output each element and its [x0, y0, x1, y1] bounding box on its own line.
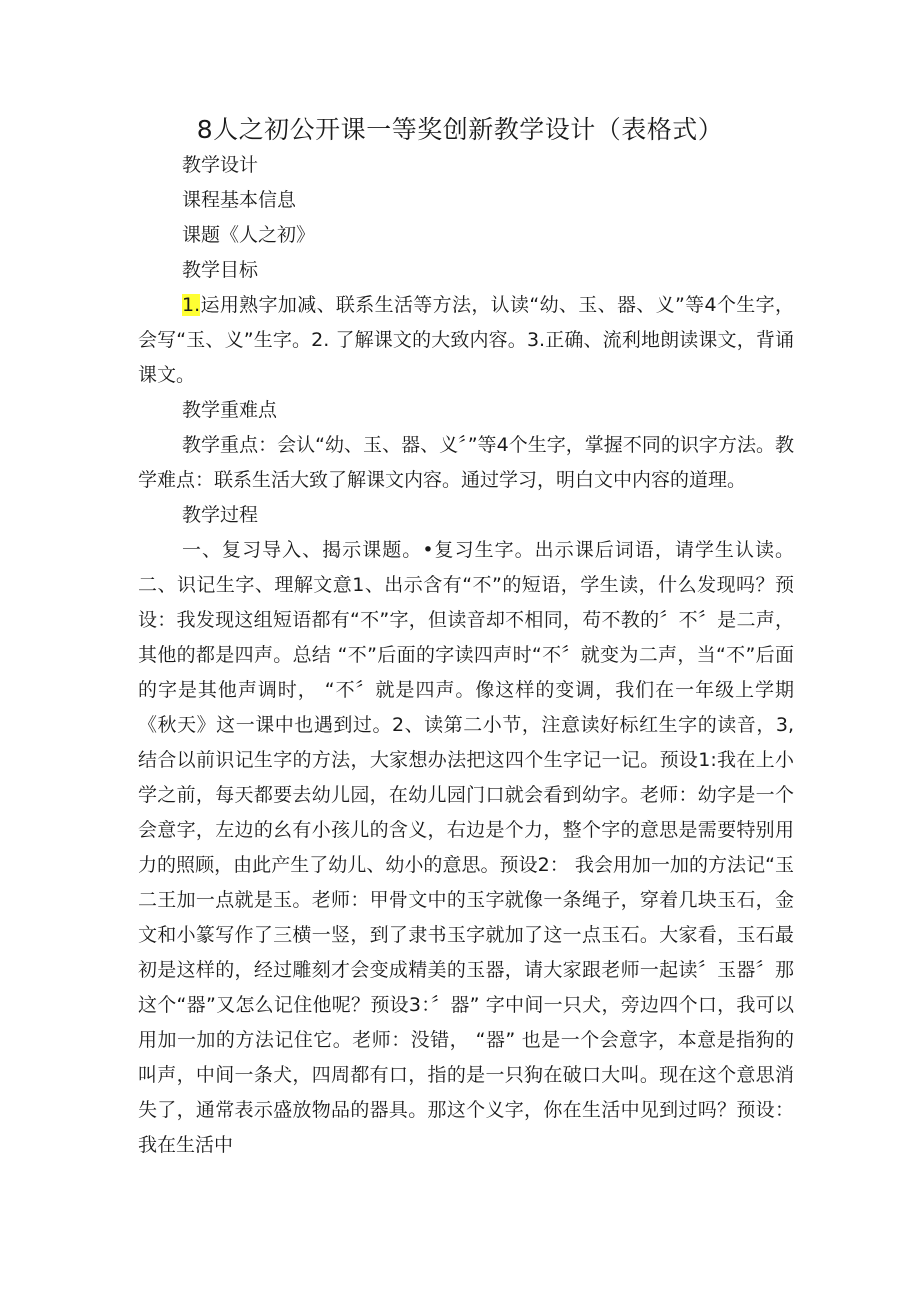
process-paragraph: 一、复习导入、揭示课题。•复习生字。出示课后词语，请学生认读。二、识记生字、理解文意1、出示含有“不”的短语，学生读，什么发现吗？预设：我发现这组短语都有“不”字，但读音却不相同，苟不教的〞不〞是二声，其他的都是四声。总结 “不”后面的字读四声时“不〞就变为二声，当“不”后面的字是其他声调时， “不〞就是四声。像这样的变调，我们在一年级上学期《秋天》这一课中也遇到过。2、读第二小节，注意读好标红生字的读音，3,结合以前识记生字的方法，大家想办法把这四个生字记一记。预设1:我在上小学之前，每天都要去幼儿园，在幼儿园门口就会看到幼字。老师：幼字是一个会意字，左边的幺有小孩儿的含义，右边是个力，整个字的意思是需要特别用力的照顾，由此产生了幼儿、幼小的意思。预设2： 我会用加一加的方法记“玉二王加一点就是玉。老师：甲骨文中的玉字就像一条绳子，穿着几块玉石，金文和小篆写作了三横一竖，到了隶书玉字就加了这一点玉石。大家看，玉石最初是这样的，经过雕刻才会变成精美的玉器，请大家跟老师一起读〞玉器〞那这个“器”又怎么记住他呢？预设3：〞器” 字中间一只犬，旁边四个口，我可以用加一加的方法记住它。老师：没错， “器” 也是一个会意字，本意是指狗的叫声，中间一条犬，四周都有口，指的是一只狗在破口大叫。现在这个意思消失了，通常表示盛放物品的器具。那这个义字，你在生活中见到过吗？预设：我在生活中 — [138, 539, 794, 1156]
key-points-paragraph: 教学重点：会认“幼、玉、器、义〞”等4个生字，掌握不同的识字方法。教学难点：联系生活大致了解课文内容。通过学习，明白文中内容的道理。 — [138, 434, 794, 491]
section-heading-process: 教学过程 — [182, 504, 259, 526]
document-body — [138, 148, 794, 1163]
highlighted-list-marker: 1. — [182, 294, 201, 316]
section-heading-objectives: 教学目标 — [182, 259, 259, 281]
lesson-topic: 课题《人之初》 — [182, 224, 316, 246]
section-heading-basic-info: 课程基本信息 — [182, 189, 297, 211]
document-title: 8人之初公开课一等奖创新教学设计（表格式） — [196, 115, 724, 144]
objectives-text: 运用熟字加减、联系生活等方法，认读“幼、玉、器、义”等4个生字，会写“玉、义”生字。2. 了解课文的大致内容。3.正确、流利地朗读课文，背诵课文。 — [138, 294, 794, 386]
section-heading-design: 教学设计 — [182, 154, 259, 176]
section-heading-key-points: 教学重难点 — [182, 399, 278, 421]
objectives-paragraph — [138, 288, 794, 393]
